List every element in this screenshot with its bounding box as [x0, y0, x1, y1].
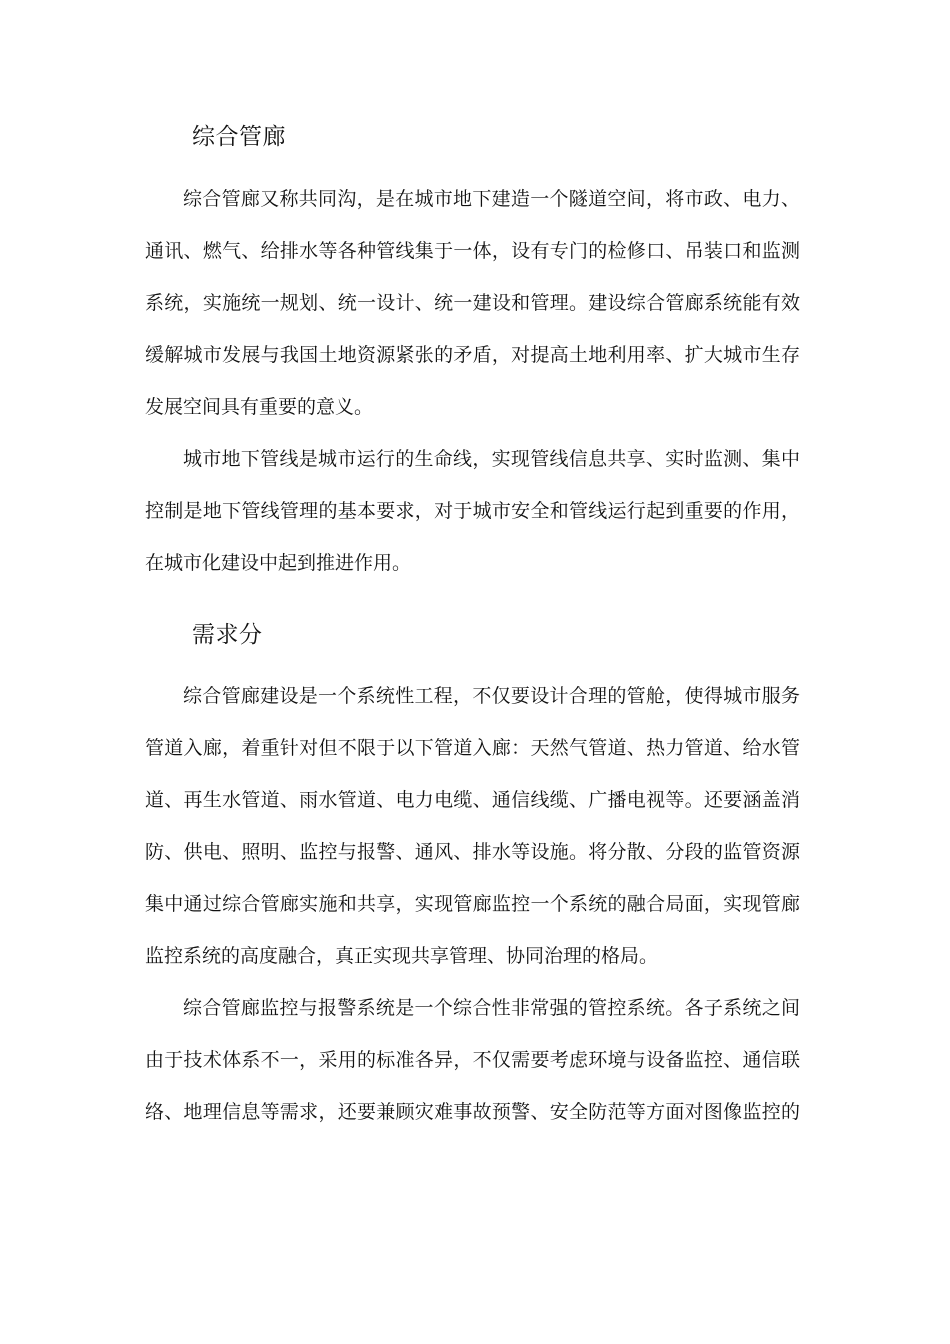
paragraph-line: 管道入廊，着重针对但不限于以下管道入廊：天然气管道、热力管道、给水管: [145, 737, 800, 759]
paragraph-line: 缓解城市发展与我国土地资源紧张的矛盾，对提高土地利用率、扩大城市生存: [145, 344, 800, 366]
paragraph-line: 在城市化建设中起到推进作用。: [145, 552, 412, 574]
paragraph-line: 系统，实施统一规划、统一设计、统一建设和管理。建设综合管廊系统能有效: [145, 292, 800, 314]
paragraph-line: 综合管廊又称共同沟，是在城市地下建造一个隧道空间，将市政、电力、: [183, 188, 800, 210]
paragraph-line: 控制是地下管线管理的基本要求，对于城市安全和管线运行起到重要的作用，: [145, 500, 800, 522]
paragraph-line: 综合管廊建设是一个系统性工程，不仅要设计合理的管舱，使得城市服务: [183, 685, 800, 707]
paragraph-line: 发展空间具有重要的意义。: [145, 396, 374, 418]
paragraph-line: 防、供电、照明、监控与报警、通风、排水等设施。将分散、分段的监管资源: [145, 841, 800, 863]
paragraph-line: 由于技术体系不一，采用的标准各异，不仅需要考虑环境与设备监控、通信联: [145, 1049, 800, 1071]
section-heading-utility-tunnel: 综合管廊: [192, 124, 286, 150]
paragraph-line: 综合管廊监控与报警系统是一个综合性非常强的管控系统。各子系统之间: [183, 997, 800, 1019]
paragraph-line: 道、再生水管道、雨水管道、电力电缆、通信线缆、广播电视等。还要涵盖消: [145, 789, 800, 811]
paragraph-line: 监控系统的高度融合，真正实现共享管理、协同治理的格局。: [145, 945, 659, 967]
paragraph-line: 集中通过综合管廊实施和共享，实现管廊监控一个系统的融合局面，实现管廊: [145, 893, 800, 915]
paragraph-line: 通讯、燃气、给排水等各种管线集于一体，设有专门的检修口、吊装口和监测: [145, 240, 800, 262]
section-heading-requirements: 需求分: [192, 622, 263, 648]
paragraph-line: 城市地下管线是城市运行的生命线，实现管线信息共享、实时监测、集中: [183, 448, 800, 470]
paragraph-line: 络、地理信息等需求，还要兼顾灾难事故预警、安全防范等方面对图像监控的: [145, 1101, 800, 1123]
